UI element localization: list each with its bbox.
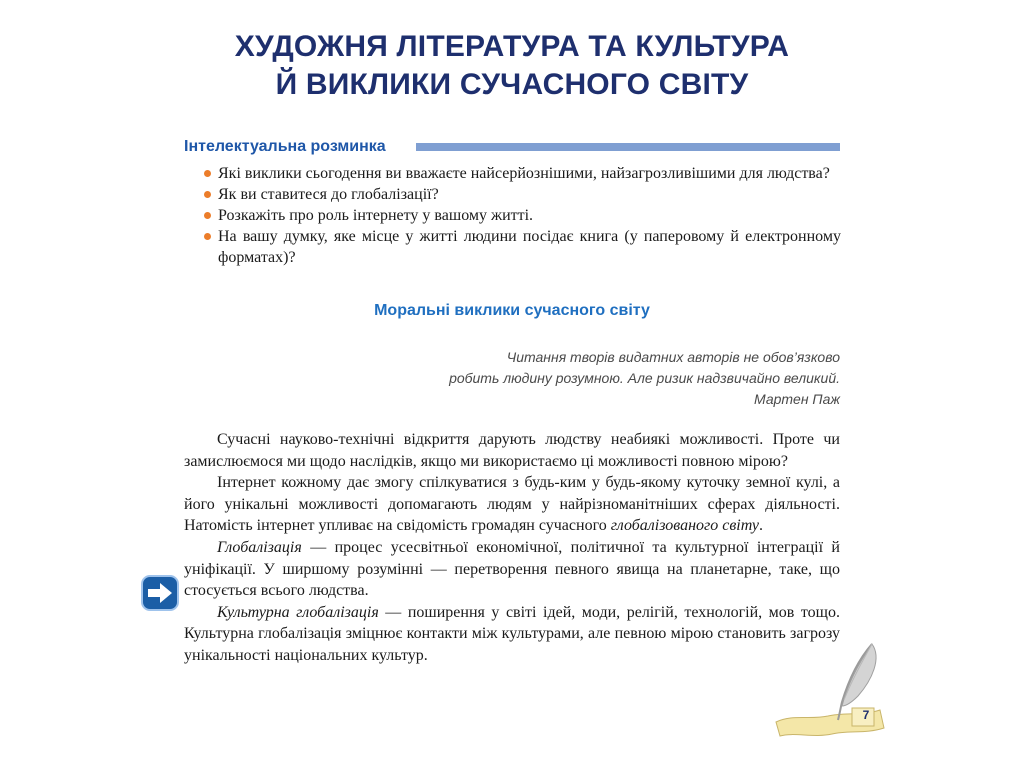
- epigraph-author: Мартен Паж: [754, 391, 840, 407]
- epigraph: [320, 347, 840, 410]
- warmup-divider-bar: [416, 143, 840, 151]
- bullet-icon: [204, 233, 211, 240]
- list-item: [204, 226, 841, 268]
- title-line-2: Й ВИКЛИКИ СУЧАСНОГО СВІТУ: [275, 68, 749, 101]
- warmup-label: Інтелектуальна розминка: [184, 138, 386, 155]
- paragraph: [184, 537, 840, 602]
- warmup-header: [184, 137, 840, 159]
- question-list: [204, 163, 841, 268]
- arrow-right-icon: [147, 582, 173, 604]
- term-italic: Культурна глобалізація: [217, 603, 379, 621]
- body-text: [184, 429, 840, 667]
- epigraph-line-1: Читання творів видатних авторів не обов’язково: [506, 349, 840, 365]
- page-number: 7: [862, 708, 870, 722]
- paragraph: [184, 472, 840, 537]
- question-text: Розкажіть про роль інтернету у вашому житті.: [218, 207, 534, 224]
- paragraph-text: Сучасні науково-технічні відкриття дарують людству неабиякі можливості. Проте чи замислюємося ми щодо наслідків, якщо ми використаємо ці можливості повною мірою?: [184, 431, 840, 470]
- epigraph-line-2: робить людину розумною. Але ризик надзвичайно великий.: [449, 370, 840, 386]
- term-italic: Глобалізація: [217, 538, 302, 556]
- paragraph-text: — процес усесвітньої економічної, політичної та культурної інтеграції й уніфікації. У ширшому розумінні — перетворення певного явища на планетарне, таке, що стосується всього людства.: [184, 538, 840, 600]
- section-heading: Моральні виклики сучасного світу: [374, 302, 650, 319]
- bullet-icon: [204, 212, 211, 219]
- paragraph: [184, 429, 840, 472]
- bullet-icon: [204, 191, 211, 198]
- page-title: [0, 28, 1024, 104]
- paragraph: [184, 602, 840, 667]
- term-italic: глобалізованого світу: [610, 517, 759, 535]
- paragraph-text: — поширення у світі ідей, моди, релігій, технологій, мов тощо. Культурна глобалізація зміцнює контакти між культурами, але певною мірою становить загрозу унікальності національних культур.: [184, 603, 840, 664]
- question-text: Як ви ставитеся до глобалізації?: [218, 186, 439, 203]
- list-item: [204, 205, 841, 226]
- paragraph-text: Інтернет кожному дає змогу спілкуватися з будь-ким у будь-якому куточку земної кулі, а його унікальні можливості допомагають людям у найрізноманітніших сферах діяльності. Натомість інтернет упливає на свідомість громадян сучасного: [184, 474, 840, 535]
- title-line-1: ХУДОЖНЯ ЛІТЕРАТУРА ТА КУЛЬТУРА: [234, 30, 790, 63]
- quill-scroll-icon: [772, 640, 892, 740]
- question-text: Які виклики сьогодення ви вважаєте найсерйознішими, найзагрозливішими для людства?: [218, 165, 830, 182]
- definition-arrow-button[interactable]: [141, 575, 179, 611]
- list-item: [204, 163, 841, 184]
- list-item: [204, 184, 841, 205]
- paragraph-text: .: [759, 517, 763, 535]
- bullet-icon: [204, 170, 211, 177]
- question-text: На вашу думку, яке місце у житті людини посідає книга (у паперовому й електронному форматах)?: [218, 228, 841, 266]
